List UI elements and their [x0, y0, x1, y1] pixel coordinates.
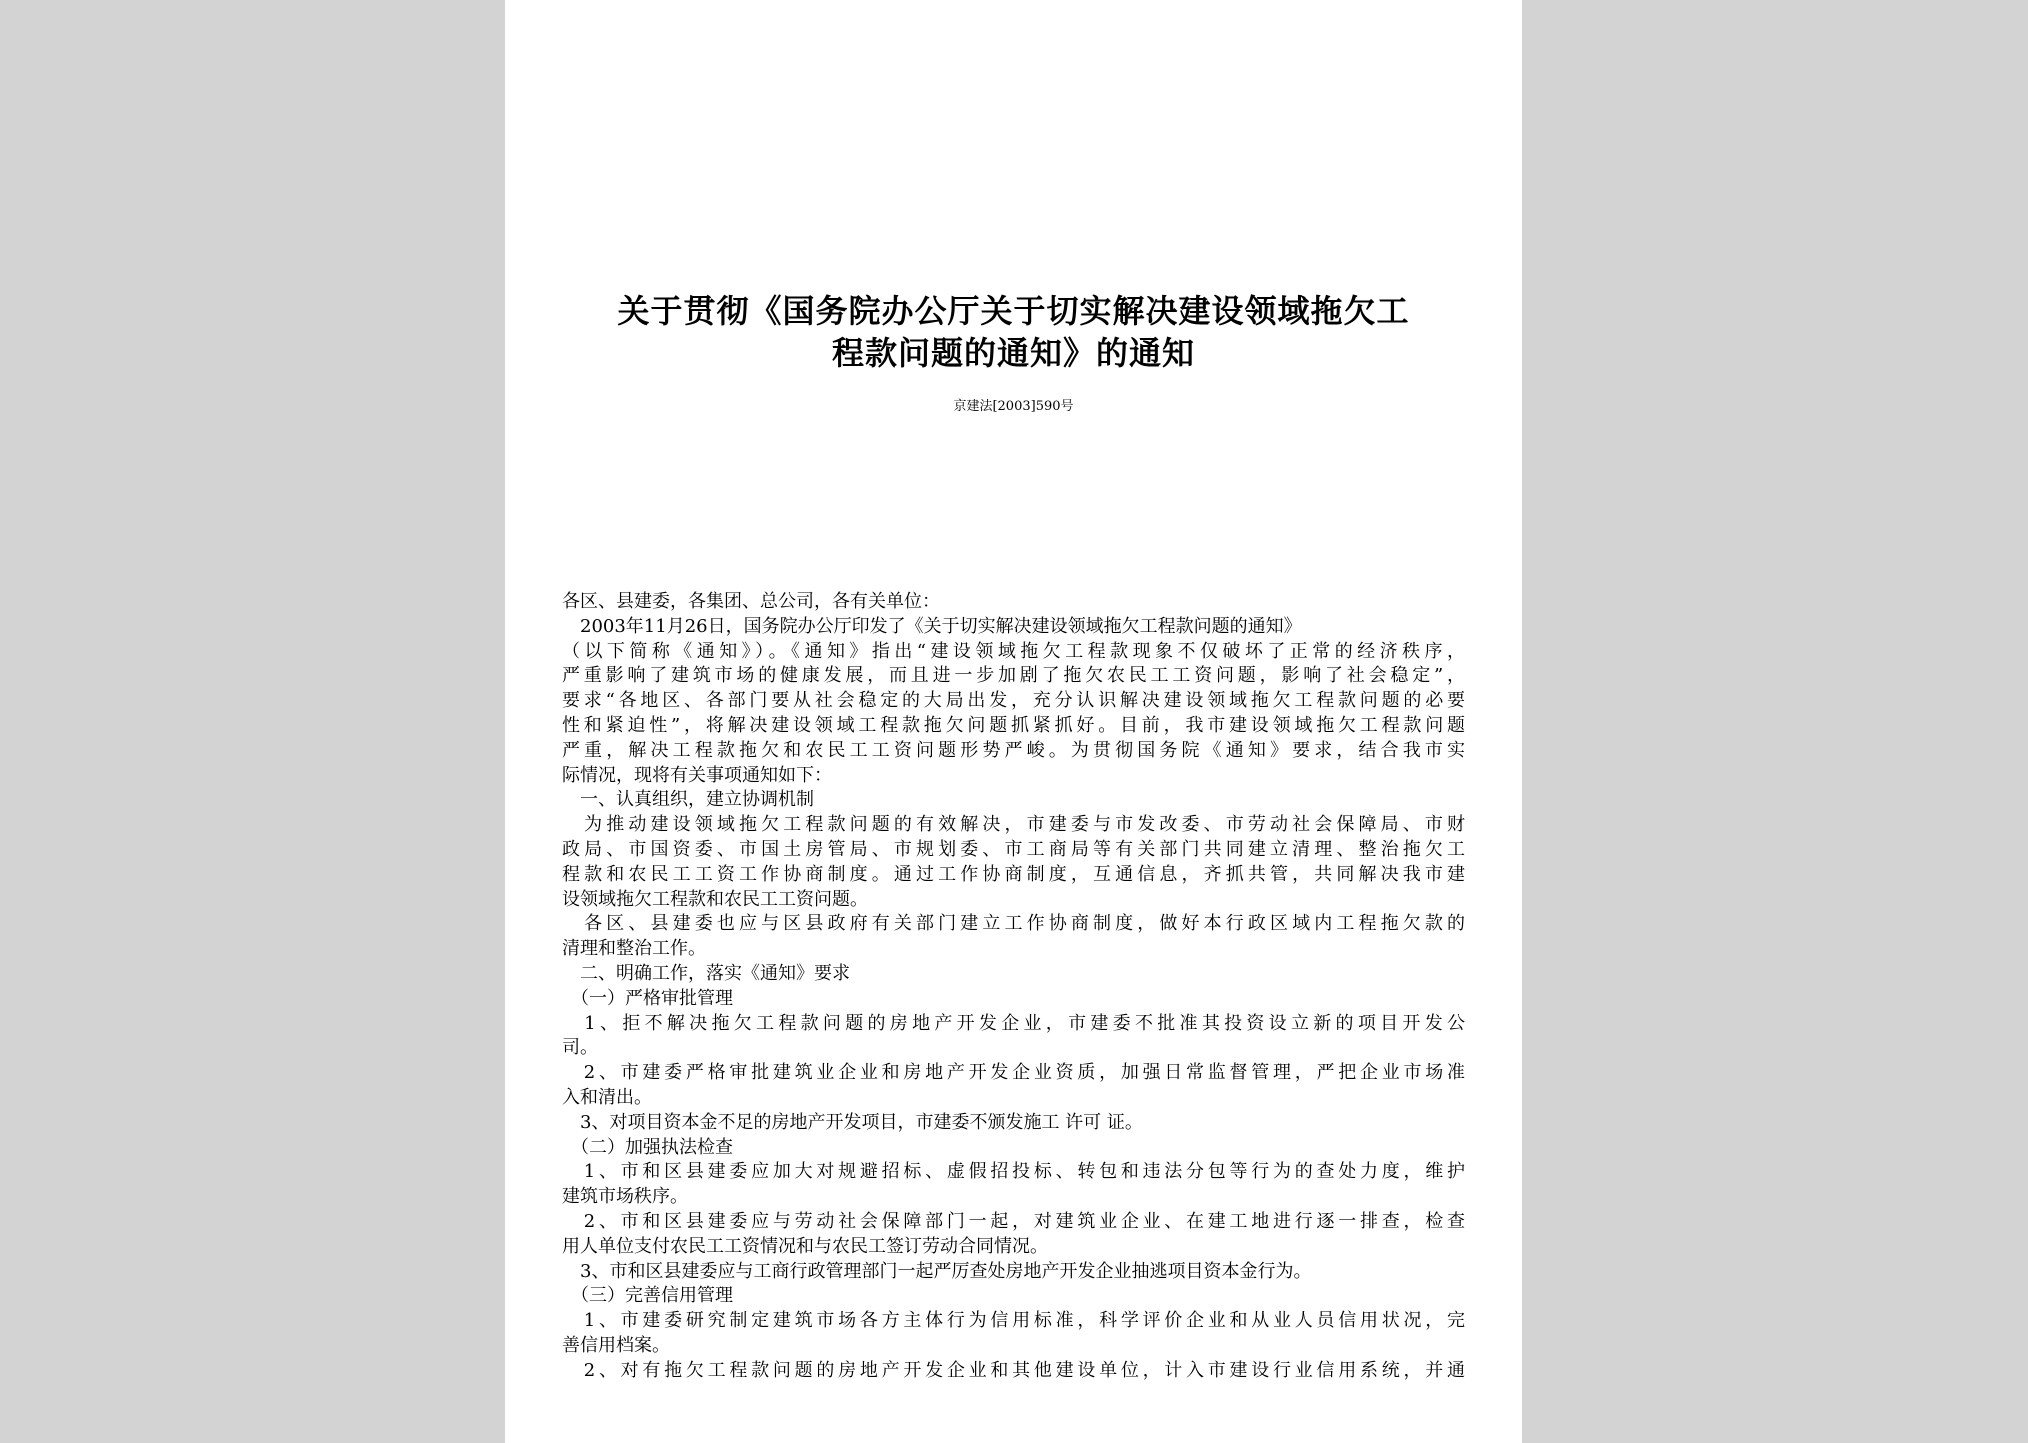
body-line: 设领域拖欠工程款和农民工工资问题。	[562, 888, 868, 910]
body-line: 2、对有拖欠工程款问题的房地产开发企业和其他建设单位，计入市建设行业信用系统，并通	[562, 1359, 1465, 1381]
document-body	[562, 590, 1465, 1384]
body-line: 各区、县建委，各集团、总公司，各有关单位：	[562, 591, 940, 612]
body-line: 3、对项目资本金不足的房地产开发项目，市建委不颁发施工 许可 证。	[562, 1111, 1143, 1133]
body-line: 清理和整治工作。	[562, 938, 706, 960]
body-line: 严重，解决工程款拖欠和农民工工资问题形势严峻。为贯彻国务院《通知》要求，结合我市实	[562, 739, 1465, 761]
body-line: 司。	[562, 1037, 598, 1059]
body-line: 严重影响了建筑市场的健康发展，而且进一步加剧了拖欠农民工工资问题，影响了社会稳定”，	[562, 665, 1465, 687]
body-line: （以下简称《通知》）。《通知》指出“建设领域拖欠工程款现象不仅破坏了正常的经济秩序，	[562, 640, 1465, 662]
body-line: 2、市和区县建委应与劳动社会保障部门一起，对建筑业企业、在建工地进行逐一排查，检查	[562, 1210, 1465, 1232]
body-line: 各区、县建委也应与区县政府有关部门建立工作协商制度，做好本行政区域内工程拖欠款的	[562, 913, 1465, 935]
body-line: 3、市和区县建委应与工商行政管理部门一起严厉查处房地产开发企业抽逃项目资本金行为。	[562, 1260, 1312, 1282]
body-line: （三）完善信用管理	[562, 1285, 733, 1307]
document-title	[535, 290, 1492, 374]
body-line: （二）加强执法检查	[562, 1136, 733, 1158]
body-line: 1、拒不解决拖欠工程款问题的房地产开发企业，市建委不批准其投资设立新的项目开发公	[562, 1012, 1465, 1034]
body-line: 一、认真组织，建立协调机制	[562, 789, 814, 811]
body-line: 善信用档案。	[562, 1334, 670, 1356]
body-line: 性和紧迫性”，将解决建设领域工程款拖欠问题抓紧抓好。目前，我市建设领域拖欠工程款问题	[562, 714, 1465, 736]
body-line: 际情况，现将有关事项通知如下：	[562, 764, 832, 786]
body-line: 为推动建设领域拖欠工程款问题的有效解决，市建委与市发改委、市劳动社会保障局、市财	[562, 814, 1465, 836]
body-line: 1、市和区县建委应加大对规避招标、虚假招投标、转包和违法分包等行为的查处力度，维护	[562, 1161, 1465, 1183]
body-line: （一）严格审批管理	[562, 987, 733, 1009]
body-line: 2、市建委严格审批建筑业企业和房地产开发企业资质，加强日常监督管理，严把企业市场准	[562, 1062, 1465, 1084]
title-line: 关于贯彻《国务院办公厅关于切实解决建设领域拖欠工	[617, 292, 1410, 330]
body-line: 政局、市国资委、市国土房管局、市规划委、市工商局等有关部门共同建立清理、整治拖欠工	[562, 838, 1465, 860]
body-line: 程款和农民工工资工作协商制度。通过工作协商制度，互通信息，齐抓共管，共同解决我市建	[562, 863, 1465, 885]
body-line: 1、市建委研究制定建筑市场各方主体行为信用标准，科学评价企业和从业人员信用状况，完	[562, 1310, 1465, 1332]
title-line: 程款问题的通知》的通知	[831, 334, 1195, 372]
body-line: 用人单位支付农民工工资情况和与农民工签订劳动合同情况。	[562, 1235, 1048, 1257]
document-number: 京建法[2003]590号	[953, 399, 1074, 414]
body-line: 入和清出。	[562, 1086, 652, 1108]
body-line: 2003年11月26日，国务院办公厅印发了《关于切实解决建设领域拖欠工程款问题的通知》	[562, 615, 1302, 637]
body-line: 建筑市场秩序。	[562, 1186, 688, 1208]
document-page	[505, 0, 1522, 1443]
body-line: 二、明确工作，落实《通知》要求	[562, 962, 850, 984]
body-line: 要求“各地区、各部门要从社会稳定的大局出发，充分认识解决建设领域拖欠工程款问题的必要	[562, 690, 1465, 712]
